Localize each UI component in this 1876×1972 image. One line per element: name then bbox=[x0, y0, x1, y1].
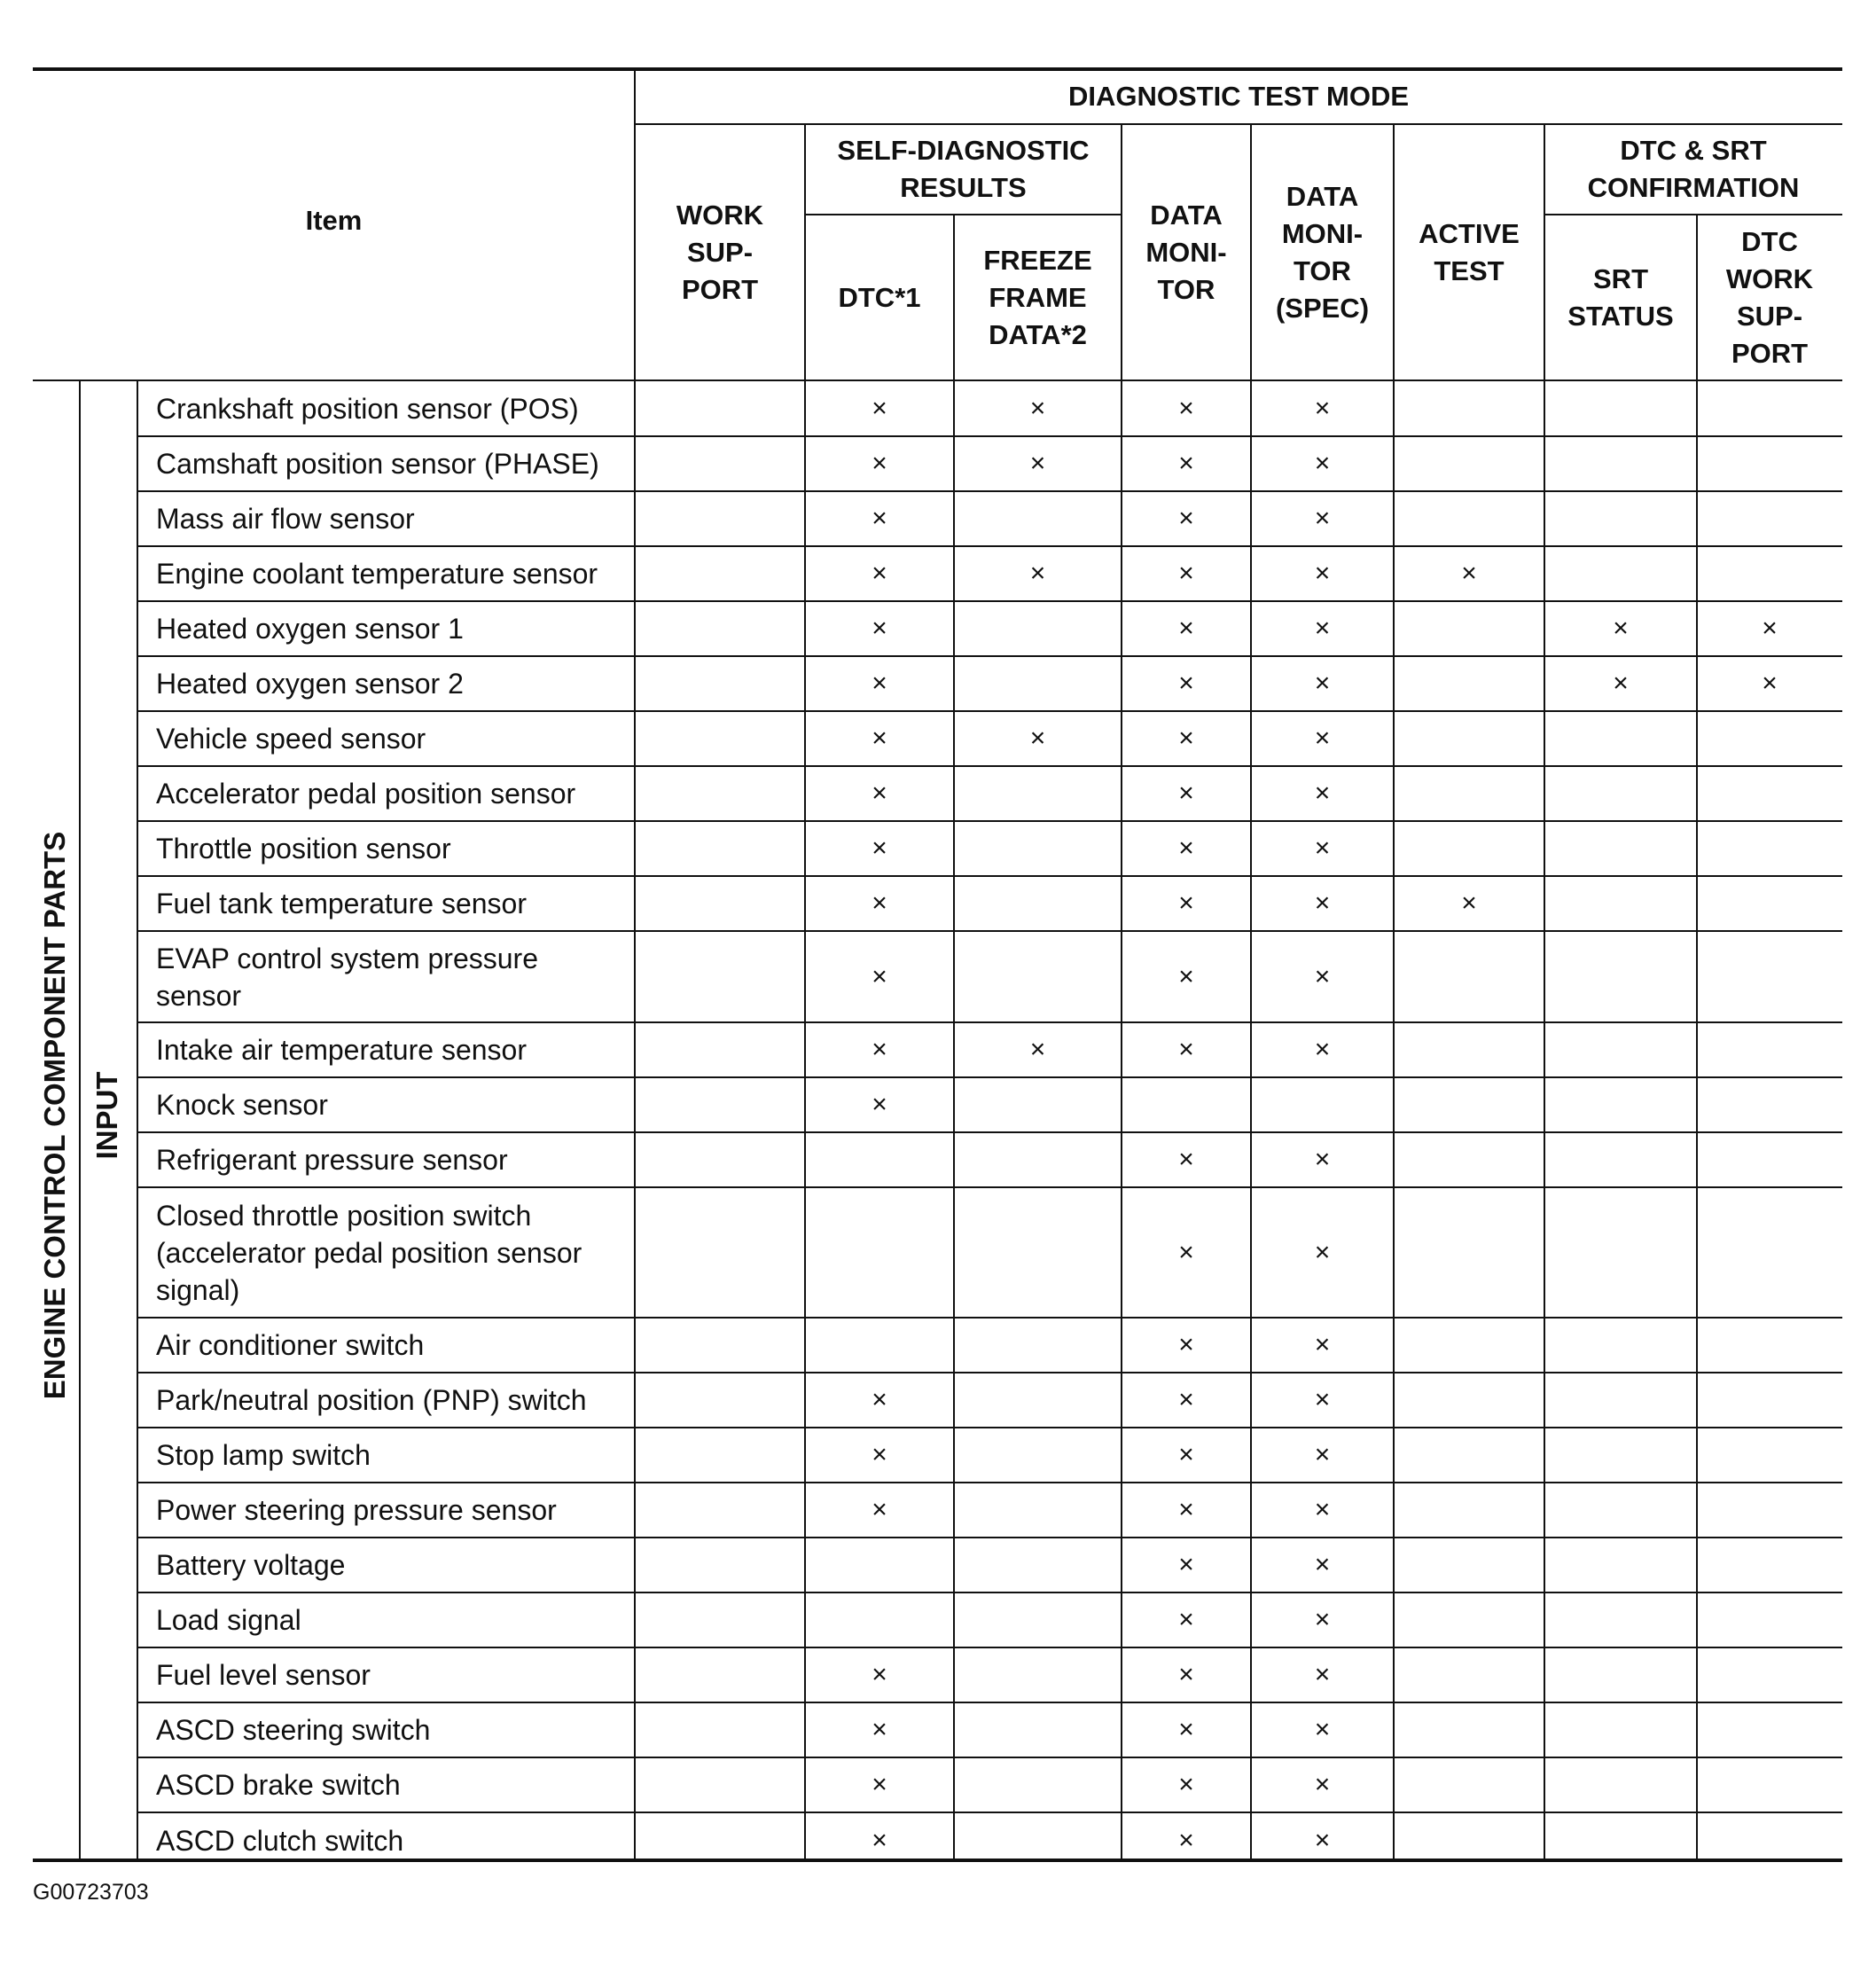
cell-mark-data-monitor: × bbox=[1178, 669, 1194, 698]
header-freeze-frame-data-line: FRAME bbox=[989, 281, 1087, 313]
row-item-text: sensor bbox=[156, 979, 242, 1012]
cell-mark-data-monitor: × bbox=[1178, 724, 1194, 753]
cell-mark-data-monitor-spec: × bbox=[1314, 1035, 1331, 1064]
row-item-text: (accelerator pedal position sensor bbox=[156, 1236, 582, 1269]
cell-mark-freeze-frame: × bbox=[1029, 393, 1046, 423]
header-dtc-line: DTC*1 bbox=[838, 281, 921, 313]
cell-mark-data-monitor-spec: × bbox=[1314, 614, 1331, 643]
cell-mark-data-monitor: × bbox=[1178, 888, 1194, 918]
row-item-label bbox=[156, 436, 635, 491]
row-item-text: Vehicle speed sensor bbox=[156, 723, 426, 755]
row-item-text: ASCD brake switch bbox=[156, 1769, 401, 1801]
group-label-input: INPUT bbox=[90, 1071, 123, 1160]
cell-mark-active-test: × bbox=[1461, 888, 1477, 918]
row-item-text: Heated oxygen sensor 2 bbox=[156, 668, 464, 700]
row-item-label bbox=[156, 766, 635, 821]
header-dtc-srt-confirmation-line: DTC & SRT bbox=[1620, 135, 1767, 166]
cell-mark-data-monitor-spec: × bbox=[1314, 1605, 1331, 1634]
header-data-monitor-spec-line: (SPEC) bbox=[1275, 292, 1370, 324]
row-item-label bbox=[156, 1538, 635, 1592]
row-item-label bbox=[156, 1757, 635, 1812]
cell-mark-data-monitor: × bbox=[1178, 1550, 1194, 1579]
row-item-text: Knock sensor bbox=[156, 1089, 328, 1121]
header-active-test bbox=[1394, 124, 1544, 380]
header-srt-status-line: STATUS bbox=[1567, 300, 1674, 332]
cell-mark-data-monitor: × bbox=[1178, 1385, 1194, 1414]
header-dtc-work-support-line: WORK bbox=[1725, 262, 1814, 294]
cell-mark-dtc: × bbox=[872, 614, 887, 643]
header-active-test-line: TEST bbox=[1434, 254, 1505, 286]
cell-mark-dtc: × bbox=[872, 1035, 887, 1064]
cell-mark-data-monitor-spec: × bbox=[1314, 1770, 1331, 1799]
header-work-support bbox=[635, 124, 805, 380]
row-item-label bbox=[156, 1702, 635, 1757]
cell-mark-data-monitor: × bbox=[1178, 449, 1194, 478]
row-item-text: Air conditioner switch bbox=[156, 1329, 425, 1361]
cell-mark-dtc: × bbox=[872, 1090, 887, 1119]
row-item-label bbox=[156, 1187, 635, 1318]
header-diagnostic-test-mode-line: DIAGNOSTIC TEST MODE bbox=[1067, 81, 1410, 112]
row-item-label bbox=[156, 1318, 635, 1373]
row-item-label bbox=[156, 601, 635, 656]
cell-mark-data-monitor: × bbox=[1178, 1035, 1194, 1064]
cell-mark-data-monitor-spec: × bbox=[1314, 669, 1331, 698]
row-item-text: EVAP control system pressure bbox=[156, 942, 538, 974]
row-item-text: Load signal bbox=[156, 1604, 301, 1636]
header-srt-status-line: SRT bbox=[1593, 262, 1648, 294]
row-item-text: Closed throttle position switch bbox=[156, 1199, 532, 1232]
header-item bbox=[33, 69, 635, 372]
row-item-text: Stop lamp switch bbox=[156, 1439, 371, 1471]
row-item-label bbox=[156, 1077, 635, 1132]
cell-mark-freeze-frame: × bbox=[1029, 1035, 1046, 1064]
row-item-label bbox=[156, 1132, 635, 1187]
header-freeze-frame-data bbox=[954, 215, 1122, 380]
cell-mark-data-monitor: × bbox=[1178, 1660, 1194, 1689]
cell-mark-data-monitor-spec: × bbox=[1314, 1715, 1331, 1744]
cell-mark-srt-status: × bbox=[1613, 669, 1629, 698]
cell-mark-dtc: × bbox=[872, 961, 887, 991]
header-dtc-work-support-line: PORT bbox=[1731, 337, 1809, 369]
row-item-label bbox=[156, 491, 635, 546]
row-item-text: Heated oxygen sensor 1 bbox=[156, 613, 464, 645]
row-item-label bbox=[156, 876, 635, 931]
row-item-label bbox=[156, 1647, 635, 1702]
cell-mark-data-monitor-spec: × bbox=[1314, 393, 1331, 423]
header-work-support-line: SUP- bbox=[686, 236, 754, 268]
row-item-label bbox=[156, 380, 635, 436]
cell-mark-dtc: × bbox=[872, 393, 887, 423]
header-work-support-line: WORK bbox=[676, 199, 764, 231]
row-item-text: ASCD steering switch bbox=[156, 1714, 431, 1746]
row-item-label bbox=[156, 656, 635, 711]
header-dtc-srt-confirmation bbox=[1544, 124, 1842, 215]
cell-mark-dtc: × bbox=[872, 888, 887, 918]
cell-mark-data-monitor: × bbox=[1178, 1495, 1194, 1524]
header-freeze-frame-data-line: DATA*2 bbox=[989, 318, 1087, 350]
cell-mark-dtc: × bbox=[872, 559, 887, 588]
cell-mark-dtc: × bbox=[872, 669, 887, 698]
cell-mark-freeze-frame: × bbox=[1029, 449, 1046, 478]
cell-mark-data-monitor-spec: × bbox=[1314, 724, 1331, 753]
cell-mark-dtc: × bbox=[872, 1715, 887, 1744]
header-data-monitor bbox=[1122, 124, 1251, 380]
row-item-text: Camshaft position sensor (PHASE) bbox=[156, 448, 599, 480]
cell-mark-data-monitor-spec: × bbox=[1314, 1237, 1331, 1267]
header-item-line: Item bbox=[305, 205, 363, 236]
header-dtc bbox=[805, 215, 954, 380]
cell-mark-data-monitor: × bbox=[1178, 559, 1194, 588]
cell-mark-active-test: × bbox=[1461, 559, 1477, 588]
row-item-label bbox=[156, 546, 635, 601]
cell-mark-data-monitor: × bbox=[1178, 1330, 1194, 1359]
cell-mark-freeze-frame: × bbox=[1029, 724, 1046, 753]
header-data-monitor-spec-line: DATA bbox=[1286, 180, 1359, 212]
header-work-support-line: PORT bbox=[681, 273, 759, 305]
row-item-label bbox=[156, 1812, 635, 1868]
row-item-label bbox=[156, 711, 635, 766]
row-item-text: signal) bbox=[156, 1273, 240, 1306]
cell-mark-dtc: × bbox=[872, 449, 887, 478]
cell-mark-dtc-work-support: × bbox=[1762, 614, 1778, 643]
header-freeze-frame-data-line: FREEZE bbox=[983, 244, 1092, 276]
header-data-monitor-spec-line: TOR bbox=[1294, 254, 1351, 286]
cell-mark-data-monitor: × bbox=[1178, 504, 1194, 533]
cell-mark-dtc: × bbox=[872, 504, 887, 533]
cell-mark-dtc: × bbox=[872, 1770, 887, 1799]
row-item-text: Refrigerant pressure sensor bbox=[156, 1144, 508, 1176]
header-data-monitor-spec-line: MONI- bbox=[1281, 217, 1364, 249]
cell-mark-data-monitor-spec: × bbox=[1314, 1145, 1331, 1174]
cell-mark-data-monitor: × bbox=[1178, 961, 1194, 991]
cell-mark-dtc-work-support: × bbox=[1762, 669, 1778, 698]
cell-mark-dtc: × bbox=[872, 833, 887, 863]
row-item-label bbox=[156, 1022, 635, 1077]
cell-mark-dtc: × bbox=[872, 1385, 887, 1414]
cell-mark-data-monitor-spec: × bbox=[1314, 833, 1331, 863]
cell-mark-data-monitor-spec: × bbox=[1314, 961, 1331, 991]
header-self-diagnostic-results bbox=[805, 124, 1122, 215]
cell-mark-data-monitor: × bbox=[1178, 833, 1194, 863]
header-data-monitor-line: DATA bbox=[1150, 199, 1223, 231]
cell-mark-dtc: × bbox=[872, 779, 887, 808]
cell-mark-data-monitor: × bbox=[1178, 1605, 1194, 1634]
row-item-label bbox=[156, 1483, 635, 1538]
cell-mark-dtc: × bbox=[872, 1495, 887, 1524]
row-item-label bbox=[156, 931, 635, 1022]
row-item-label bbox=[156, 1592, 635, 1647]
cell-mark-data-monitor: × bbox=[1178, 1237, 1194, 1267]
row-item-text: Crankshaft position sensor (POS) bbox=[156, 392, 579, 425]
cell-mark-dtc: × bbox=[872, 1825, 887, 1855]
cell-mark-data-monitor: × bbox=[1178, 614, 1194, 643]
header-data-monitor-line: MONI- bbox=[1145, 236, 1227, 268]
row-item-text: Throttle position sensor bbox=[156, 833, 451, 865]
header-srt-status bbox=[1544, 215, 1697, 380]
cell-mark-dtc: × bbox=[872, 1660, 887, 1689]
cell-mark-data-monitor: × bbox=[1178, 779, 1194, 808]
row-item-text: Accelerator pedal position sensor bbox=[156, 778, 576, 810]
cell-mark-data-monitor: × bbox=[1178, 1825, 1194, 1855]
row-item-label bbox=[156, 1373, 635, 1428]
cell-mark-data-monitor: × bbox=[1178, 393, 1194, 423]
header-active-test-line: ACTIVE bbox=[1419, 217, 1520, 249]
cell-mark-data-monitor: × bbox=[1178, 1440, 1194, 1469]
cell-mark-data-monitor: × bbox=[1178, 1770, 1194, 1799]
cell-mark-data-monitor-spec: × bbox=[1314, 1495, 1331, 1524]
figure-id: G00723703 bbox=[33, 1880, 149, 1905]
cell-mark-data-monitor-spec: × bbox=[1314, 888, 1331, 918]
header-dtc-work-support bbox=[1697, 215, 1842, 380]
header-data-monitor-spec bbox=[1251, 124, 1394, 380]
row-item-text: Mass air flow sensor bbox=[156, 503, 415, 535]
header-self-diagnostic-results-line: RESULTS bbox=[900, 172, 1027, 203]
cell-mark-data-monitor-spec: × bbox=[1314, 504, 1331, 533]
cell-mark-data-monitor-spec: × bbox=[1314, 1330, 1331, 1359]
cell-mark-data-monitor-spec: × bbox=[1314, 559, 1331, 588]
header-data-monitor-line: TOR bbox=[1157, 273, 1215, 305]
header-self-diagnostic-results-line: SELF-DIAGNOSTIC bbox=[837, 135, 1090, 166]
header-diagnostic-test-mode bbox=[635, 69, 1842, 124]
row-item-text: Fuel tank temperature sensor bbox=[156, 888, 527, 919]
group-label-engine-control-component-parts: ENGINE CONTROL COMPONENT PARTS bbox=[38, 831, 71, 1400]
row-item-label bbox=[156, 1428, 635, 1483]
header-dtc-srt-confirmation-line: CONFIRMATION bbox=[1587, 172, 1800, 203]
row-item-text: Engine coolant temperature sensor bbox=[156, 558, 598, 590]
header-dtc-work-support-line: DTC bbox=[1741, 225, 1798, 257]
cell-mark-data-monitor-spec: × bbox=[1314, 1550, 1331, 1579]
cell-mark-data-monitor-spec: × bbox=[1314, 449, 1331, 478]
cell-mark-data-monitor-spec: × bbox=[1314, 1385, 1331, 1414]
cell-mark-data-monitor-spec: × bbox=[1314, 1440, 1331, 1469]
cell-mark-srt-status: × bbox=[1613, 614, 1629, 643]
row-item-text: Battery voltage bbox=[156, 1549, 346, 1581]
cell-mark-dtc: × bbox=[872, 724, 887, 753]
cell-mark-data-monitor: × bbox=[1178, 1715, 1194, 1744]
cell-mark-freeze-frame: × bbox=[1029, 559, 1046, 588]
cell-mark-data-monitor-spec: × bbox=[1314, 779, 1331, 808]
cell-mark-data-monitor: × bbox=[1178, 1145, 1194, 1174]
row-item-text: Intake air temperature sensor bbox=[156, 1034, 527, 1066]
header-dtc-work-support-line: SUP- bbox=[1736, 300, 1803, 332]
row-item-text: Fuel level sensor bbox=[156, 1659, 371, 1691]
cell-mark-data-monitor-spec: × bbox=[1314, 1660, 1331, 1689]
cell-mark-dtc: × bbox=[872, 1440, 887, 1469]
cell-mark-data-monitor-spec: × bbox=[1314, 1825, 1331, 1855]
row-item-label bbox=[156, 821, 635, 876]
row-item-text: Park/neutral position (PNP) switch bbox=[156, 1384, 587, 1416]
row-item-text: ASCD clutch switch bbox=[156, 1824, 404, 1857]
row-item-text: Power steering pressure sensor bbox=[156, 1494, 557, 1526]
